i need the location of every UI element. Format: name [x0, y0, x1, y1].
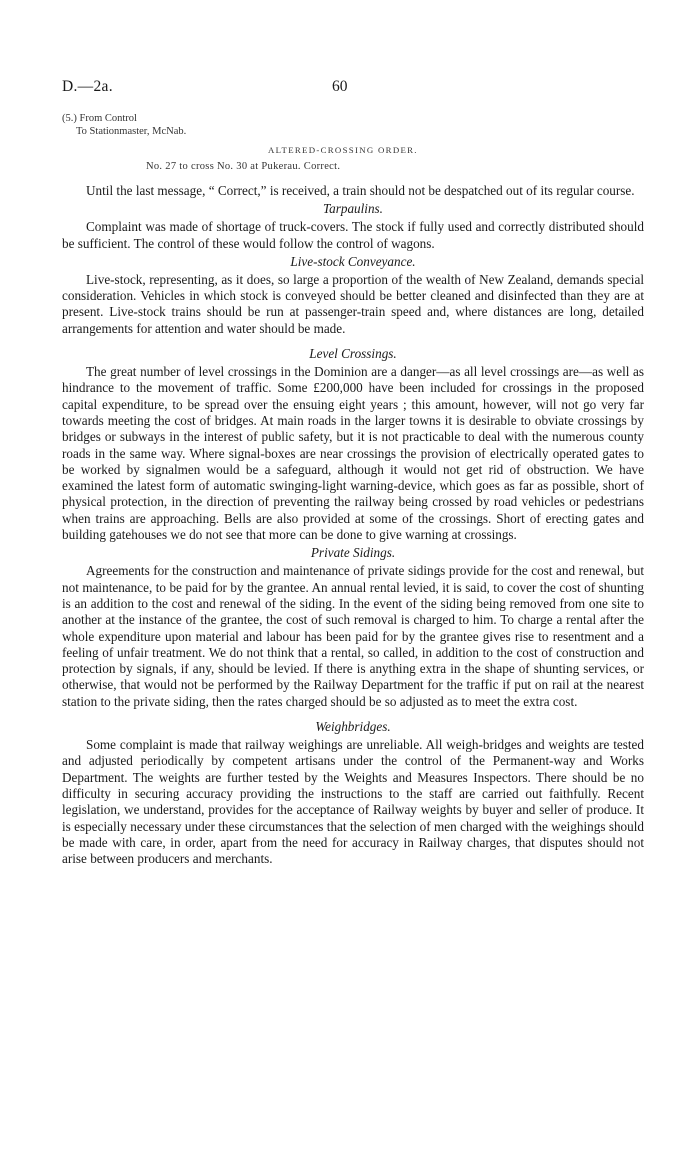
section-paragraph-level-crossings: The great number of level crossings in the Dominion are a danger—as all level crossings are—as well as hindrance to the movement of traffic. Some £200,000 have been included for crossings in the proposed capital expenditure, to be spread over the ensuing eight years ; this amount, however, will not go very far towards meeting the cost of bridges. At main roads in the larger towns it is desirable to obviate crossings by bridges or subways in the interest of public safety, but it is not practicable to deal with the numerous county roads in the same way. Where signal-boxes are near crossings the provision of electrically operated gates to be worked by signalmen would be a safeguard, although it would not get rid of obstruction. We have examined the latest form of automatic swinging-light warning-device, which goes as far as possible, short of physical protection, in the direction of preventing the railway being crossed by road vehicles or pedestrians when trains are approaching. Bells are also provided at some of the crossings. Short of erecting gates and building gatehouses we do not see that more can be done to give warning at crossings. — [62, 364, 644, 543]
section-heading-weighbridges: Weighbridges. — [315, 719, 391, 735]
section-heading-level-crossings: Level Crossings. — [309, 346, 397, 362]
section-paragraph-tarpaulins: Complaint was made of shortage of truck-covers. The stock if fully used and correctly distributed should be sufficient. The control of these would follow the control of wagons. — [62, 219, 644, 251]
telegram-title: ALTERED-CROSSING ORDER. — [268, 145, 418, 155]
telegram-from: (5.) From Control — [62, 113, 137, 124]
page-number: 60 — [332, 78, 348, 95]
telegram-order: No. 27 to cross No. 30 at Pukerau. Correct. — [146, 161, 341, 172]
telegram-to: To Stationmaster, McNab. — [76, 126, 187, 137]
section-heading-private-sidings: Private Sidings. — [310, 545, 396, 561]
intro-paragraph: Until the last message, “ Correct,” is received, a train should not be despatched out of its regular course. — [86, 183, 635, 198]
section-paragraph-private-sidings: Agreements for the construction and maintenance of private sidings provide for the cost and renewal, but not maintenance, to be paid for by the grantee. An annual rental levied, it is said, to cover the cost of shunting is an addition to the cost and renewal of the siding. In the event of the siding being removed from one site to another at the instance of the grantee, the cost of such removal is charged to him. To charge a rental after the whole expenditure upon material and labour has been paid for by the grantee gives rise to resentment and a feeling of unfair treatment. We do not think that a rental, so called, in addition to the cost of construction and protection by signals, if any, should be levied. If there is anything extra in the shape of shunting services, or otherwise, that would not be performed by the Railway Department for the traffic if put on rail at the nearest station to the private siding, then the rates charged should be so adjusted as to meet the extra cost. — [62, 563, 644, 709]
section-paragraph-live-stock: Live-stock, representing, as it does, so large a proportion of the wealth of New Zealand, demands special consideration. Vehicles in which stock is conveyed should be better cleaned and disinfected than they are at present. Live-stock trains should be run at passenger-train speed and, where distances are long, detailed arrangements for attention and water should be made. — [62, 271, 644, 336]
section-heading-live-stock: Live-stock Conveyance. — [290, 253, 416, 269]
section-heading-tarpaulins: Tarpaulins. — [323, 201, 383, 217]
section-paragraph-weighbridges: Some complaint is made that railway weighings are unreliable. All weigh-bridges and weights are tested and adjusted periodically by competent artisans under the control of the Permanent-way and Works Department. The weights are further tested by the Weights and Measures Inspectors. There should be no difficulty in securing accuracy providing the instructions to the staff are carried out faithfully. Recent legislation, we understand, provides for the acceptance of Railway weights by buyer and seller of produce. It is especially necessary under these circumstances that the selection of men charged with the weighings should be made with care, in order, apart from the need for accuracy in Railway charges, that disputes should not arise between producers and merchants. — [62, 737, 644, 867]
document-reference: D.—2a. — [62, 78, 113, 95]
document-body — [62, 183, 644, 867]
